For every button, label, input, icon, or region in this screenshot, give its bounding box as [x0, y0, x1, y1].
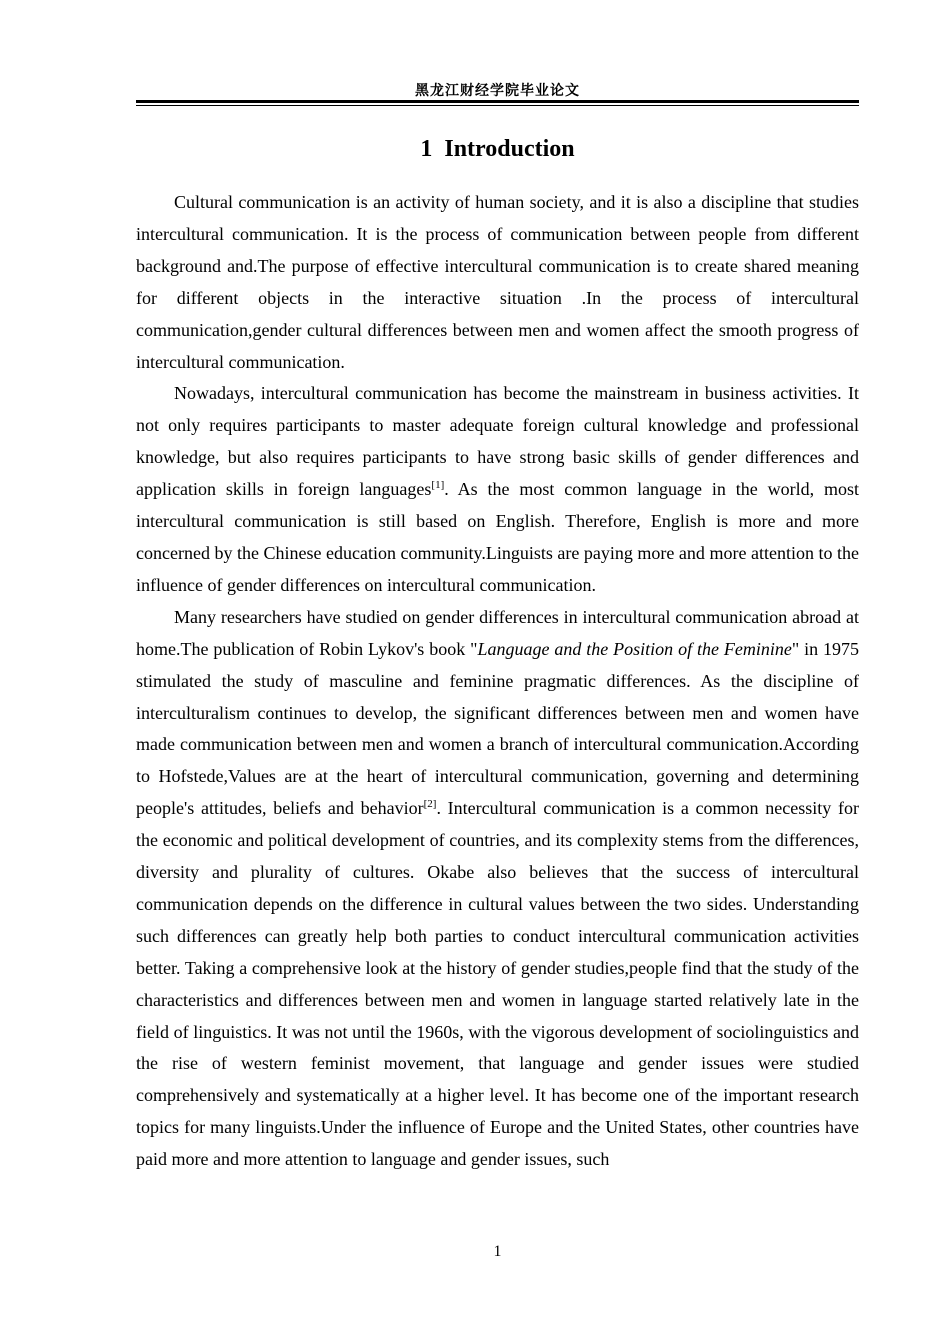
citation-2: [2] [423, 798, 437, 811]
paragraph-3 [136, 602, 859, 1176]
paragraph-3-text-c: . Intercultural communication is a common necessity for the economic and political development of countries, and its complexity stems from the differences, diversity and plurality of cultures. Okabe also believes that the success of intercultural communication depends on the difference in cultural values between the two sides. Understanding such differences can greatly help both parties to conduct intercultural communication activities better. Taking a comprehensive look at the history of gender studies,people find that the study of the characteristics and differences between men and women in language started relatively late in the field of linguistics. It was not until the 1960s, with the vigorous development of sociolinguistics and the rise of western feminist movement, that language and gender issues were studied comprehensively and systematically at a higher level. It has become one of the important research topics for many linguists.Under the influence of Europe and the United States, other countries have paid more and more attention to language and gender issues, such [136, 798, 859, 1170]
paragraph-1 [136, 187, 859, 378]
paragraph-1-text: Cultural communication is an activity of human society, and it is also a discipline that studies intercultural communication. It is the process of communication between people from different background and.The purpose of effective intercultural communication is to create shared meaning for different objects in the interactive situation .In the process of intercultural communication,gender cultural differences between men and women affect the smooth progress of intercultural communication. [136, 192, 859, 372]
running-header: 黑龙江财经学院毕业论文 [415, 83, 580, 99]
header-rule-thick [136, 100, 859, 103]
page-number: 1 [493, 1243, 502, 1260]
header-rule-thin [136, 105, 859, 106]
book-title: Language and the Position of the Feminine [477, 638, 792, 659]
chapter-title: 1 Introduction [420, 136, 575, 162]
paragraph-3-text-b: " in 1975 stimulated the study of masculine and feminine pragmatic differences. As the discipline of interculturalism continues to develop, the significant differences between men and women have made communication between men and women a branch of intercultural communication.According to Hofstede,Values are at the heart of intercultural communication, governing and determining people's attitudes, beliefs and behavior [136, 638, 859, 819]
paragraph-3-text-a: Many researchers have studied on gender differences in intercultural communication abroad at home.The publication of Robin Lykov's book " [136, 606, 859, 659]
paragraph-2-text-b: . As the most common language in the world, most intercultural communication is still based on English. Therefore, English is more and more concerned by the Chinese education community.Linguists are paying more and more attention to the influence of gender differences on intercultural communication. [136, 479, 859, 595]
citation-1: [1] [431, 479, 445, 492]
body-text [136, 187, 859, 1176]
paragraph-2 [136, 378, 859, 601]
paragraph-2-text-a: Nowadays, intercultural communication has become the mainstream in business activities. It not only requires participants to master adequate foreign cultural knowledge and professional knowledge, but also requires participants to have strong basic skills of gender differences and application skills in foreign languages [136, 383, 859, 500]
